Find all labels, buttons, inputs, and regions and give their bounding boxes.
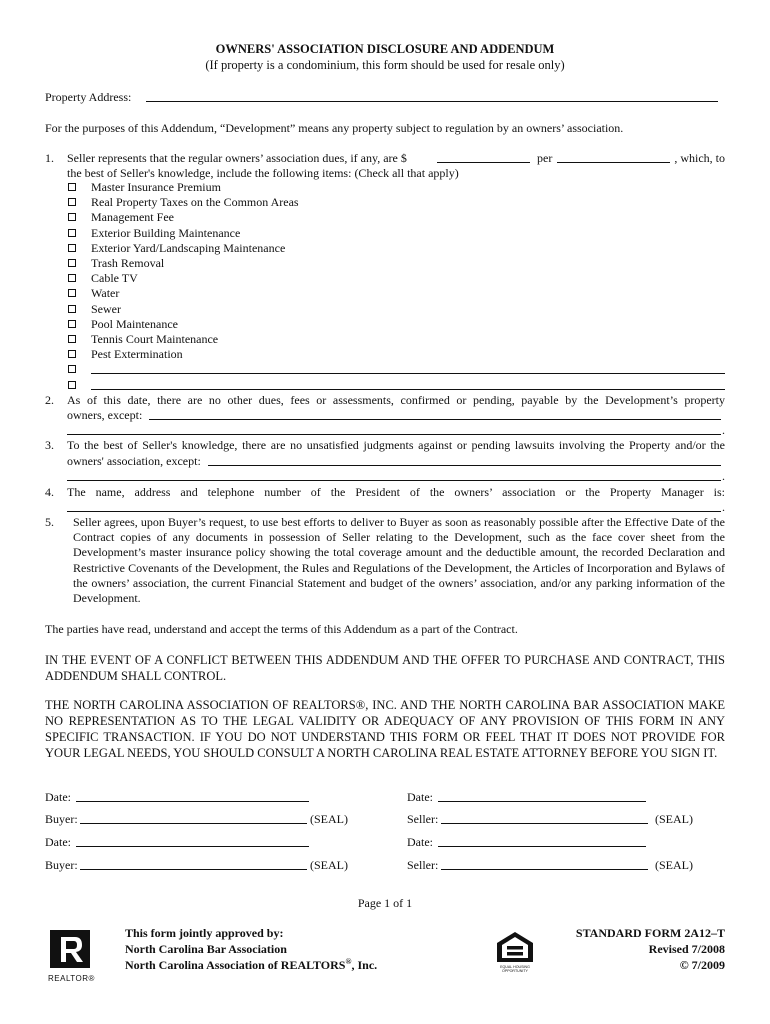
checkbox[interactable] (68, 381, 76, 389)
other-item-field[interactable] (91, 389, 725, 390)
seller-label-1: Seller: (407, 812, 439, 826)
item-2-exceptions-field-2[interactable] (67, 434, 721, 435)
checkbox-label: Sewer (91, 301, 121, 316)
footer-copyright: © 7/2009 (679, 958, 725, 972)
item-2-number: 2. (45, 393, 54, 407)
buyer-date-label-2: Date: (45, 835, 71, 849)
legal-notice: THE NORTH CAROLINA ASSOCIATION OF REALTORS®, INC. AND THE NORTH CAROLINA BAR ASSOCIATION MAKE NO REPRESENTATION AS TO THE LEGAL VALIDITY OR ADEQUACY OF ANY PROVISION OF THIS FORM IN ANY SPECIFIC TRANSACTION. IF YOU DO NOT UNDERSTAND THIS FORM OR FEEL THAT IT DOES NOT PROVIDE FOR YOUR LEGAL NEEDS, YOU SHOULD CONSULT A NORTH CAROLINA REAL ESTATE ATTORNEY BEFORE YOU SIGN IT. (45, 698, 725, 760)
form-title: OWNERS' ASSOCIATION DISCLOSURE AND ADDENDUM (215, 42, 555, 56)
footer-form-name: STANDARD FORM 2A12–T (575, 926, 725, 940)
item-1-text-a: Seller represents that the regular owners’ association dues, if any, are $ (67, 151, 407, 165)
item-1-per: per (537, 151, 553, 165)
item-4-number: 4. (45, 485, 54, 499)
item-3 (45, 438, 725, 488)
checkbox[interactable] (68, 305, 76, 313)
checkbox-row (67, 195, 717, 210)
checkbox-row (67, 256, 717, 271)
footer-org-2: North Carolina Association of REALTORS®, Inc. (125, 957, 378, 972)
item-2-exceptions-field-1[interactable] (149, 419, 721, 420)
buyer-date-field-1[interactable] (76, 801, 309, 802)
form-subtitle: (If property is a condominium, this form should be used for resale only) (205, 58, 565, 72)
seller-date-field-1[interactable] (438, 801, 646, 802)
checkbox-label: Cable TV (91, 271, 138, 286)
buyer-signature-field-1[interactable] (80, 823, 307, 824)
conflict-notice: IN THE EVENT OF A CONFLICT BETWEEN THIS ADDENDUM AND THE OFFER TO PURCHASE AND CONTRACT, THIS ADDENDUM SHALL CONTROL. (45, 653, 725, 683)
checkbox-label: Pest Extermination (91, 347, 183, 362)
item-1 (45, 151, 725, 183)
checkbox-label: Exterior Yard/Landscaping Maintenance (91, 240, 286, 255)
checkbox-row (67, 241, 717, 256)
realtor-logo (45, 928, 97, 986)
checkbox[interactable] (68, 198, 76, 206)
item-2-text-a: As of this date, there are no other dues, fees or assessments, confirmed or pending, payable by the Development’s property (67, 393, 725, 407)
page-number: Page 1 of 1 (357, 896, 413, 910)
item-1-text-b: , which, to (674, 151, 725, 165)
checkbox[interactable] (68, 365, 76, 373)
item-3-exceptions-field-2[interactable] (67, 480, 721, 481)
president-info-field[interactable] (67, 511, 721, 512)
checkbox-label: Water (91, 286, 120, 301)
checkbox-row (67, 210, 717, 225)
development-definition: For the purposes of this Addendum, “Development” means any property subject to regulation by an owners’ association. (45, 121, 624, 135)
checkbox-row (67, 180, 717, 195)
buyer-seal-2: (SEAL) (310, 858, 348, 872)
item-2 (45, 393, 725, 443)
checkbox-row (67, 332, 717, 347)
checkbox[interactable] (68, 229, 76, 237)
item-5 (45, 515, 725, 607)
item-3-text-b: owners' association, except: (67, 454, 201, 468)
checkbox-label: Pool Maintenance (91, 316, 178, 331)
footer-revised: Revised 7/2008 (648, 942, 725, 956)
buyer-date-field-2[interactable] (76, 846, 309, 847)
checkbox-row (67, 286, 717, 301)
item-4 (45, 485, 725, 517)
checkbox[interactable] (68, 350, 76, 358)
item-1-number: 1. (45, 151, 54, 165)
checkbox[interactable] (68, 289, 76, 297)
item-3-period: . (722, 469, 725, 483)
item-5-text: Seller agrees, upon Buyer’s request, to use best efforts to deliver to Buyer as soon as reasonably possible after the Effective Date of the Contract copies of any documents in possession of Seller relating to the Development, such as the face cover sheet from the Development’s master insurance policy showing the total coverage amount and the deductible amount, the recorded Declaration and Restrictive Covenants of the Development, the Rules and Regulations of the Development, the Articles of Incorporation and Bylaws of the owners’ association, the current Financial Statement and budget of the owners’ association, and/or any parking information of the Development. (73, 515, 725, 606)
seller-date-label-1: Date: (407, 790, 433, 804)
item-3-exceptions-field-1[interactable] (208, 465, 721, 466)
seller-date-field-2[interactable] (438, 846, 646, 847)
checkbox[interactable] (68, 213, 76, 221)
seller-signature-field-2[interactable] (441, 869, 648, 870)
item-4-text: The name, address and telephone number of the President of the owners’ association or the Property Manager is: (67, 485, 725, 499)
checkbox[interactable] (68, 259, 76, 267)
property-address-label: Property Address: (45, 90, 132, 104)
seller-seal-1: (SEAL) (655, 812, 693, 826)
equal-housing-logo (492, 930, 538, 974)
checkbox-label: Tennis Court Maintenance (91, 332, 219, 346)
checkbox-label: Trash Removal (91, 256, 165, 270)
item-1-text-c: the best of Seller's knowledge, include the following items: (Check all that apply) (67, 166, 459, 180)
checkbox-row (67, 362, 717, 377)
checkbox[interactable] (68, 335, 76, 343)
buyer-label-1: Buyer: (45, 812, 78, 826)
item-2-period: . (722, 423, 725, 437)
seller-seal-2: (SEAL) (655, 858, 693, 872)
checkbox[interactable] (68, 244, 76, 252)
property-address-row (45, 90, 725, 105)
buyer-label-2: Buyer: (45, 858, 78, 872)
footer-org-1: North Carolina Bar Association (125, 942, 287, 956)
buyer-date-label-1: Date: (45, 790, 71, 804)
footer-approved-by: This form jointly approved by: (125, 926, 284, 940)
item-5-number: 5. (45, 515, 54, 529)
dues-amount-field[interactable] (437, 162, 530, 163)
checkbox-label: Master Insurance Premium (91, 180, 221, 194)
item-4-period: . (722, 500, 725, 514)
checkbox-row (67, 226, 717, 241)
checkbox-row (67, 302, 717, 317)
dues-period-field[interactable] (557, 162, 670, 163)
checkbox-label: Management Fee (91, 210, 174, 225)
seller-date-label-2: Date: (407, 835, 433, 849)
buyer-signature-field-2[interactable] (80, 869, 307, 870)
checkbox[interactable] (68, 274, 76, 282)
other-item-field[interactable] (91, 373, 725, 374)
item-3-number: 3. (45, 438, 54, 452)
checkbox-row (67, 271, 717, 286)
buyer-seal-1: (SEAL) (310, 812, 348, 826)
checkbox-row (67, 347, 717, 362)
checkbox-row (67, 317, 717, 332)
realtor-logo-text: REALTOR® (48, 974, 95, 983)
acceptance-statement: The parties have read, understand and accept the terms of this Addendum as a part of the Contract. (45, 622, 518, 636)
checkbox-label: Exterior Building Maintenance (91, 225, 241, 240)
property-address-field[interactable] (146, 101, 718, 102)
equal-housing-icon (492, 930, 538, 966)
equal-housing-text: EQUAL HOUSING OPPORTUNITY (500, 965, 530, 973)
seller-label-2: Seller: (407, 858, 439, 872)
seller-signature-field-1[interactable] (441, 823, 648, 824)
item-3-text-a: To the best of Seller's knowledge, there are no unsatisfied judgments against or pending lawsuits involving the Property and/or the (67, 438, 725, 452)
checkbox[interactable] (68, 320, 76, 328)
item-2-text-b: owners, except: (67, 408, 143, 422)
checkbox[interactable] (68, 183, 76, 191)
checkbox-label: Real Property Taxes on the Common Areas (91, 195, 299, 210)
checkbox-row (67, 378, 717, 393)
